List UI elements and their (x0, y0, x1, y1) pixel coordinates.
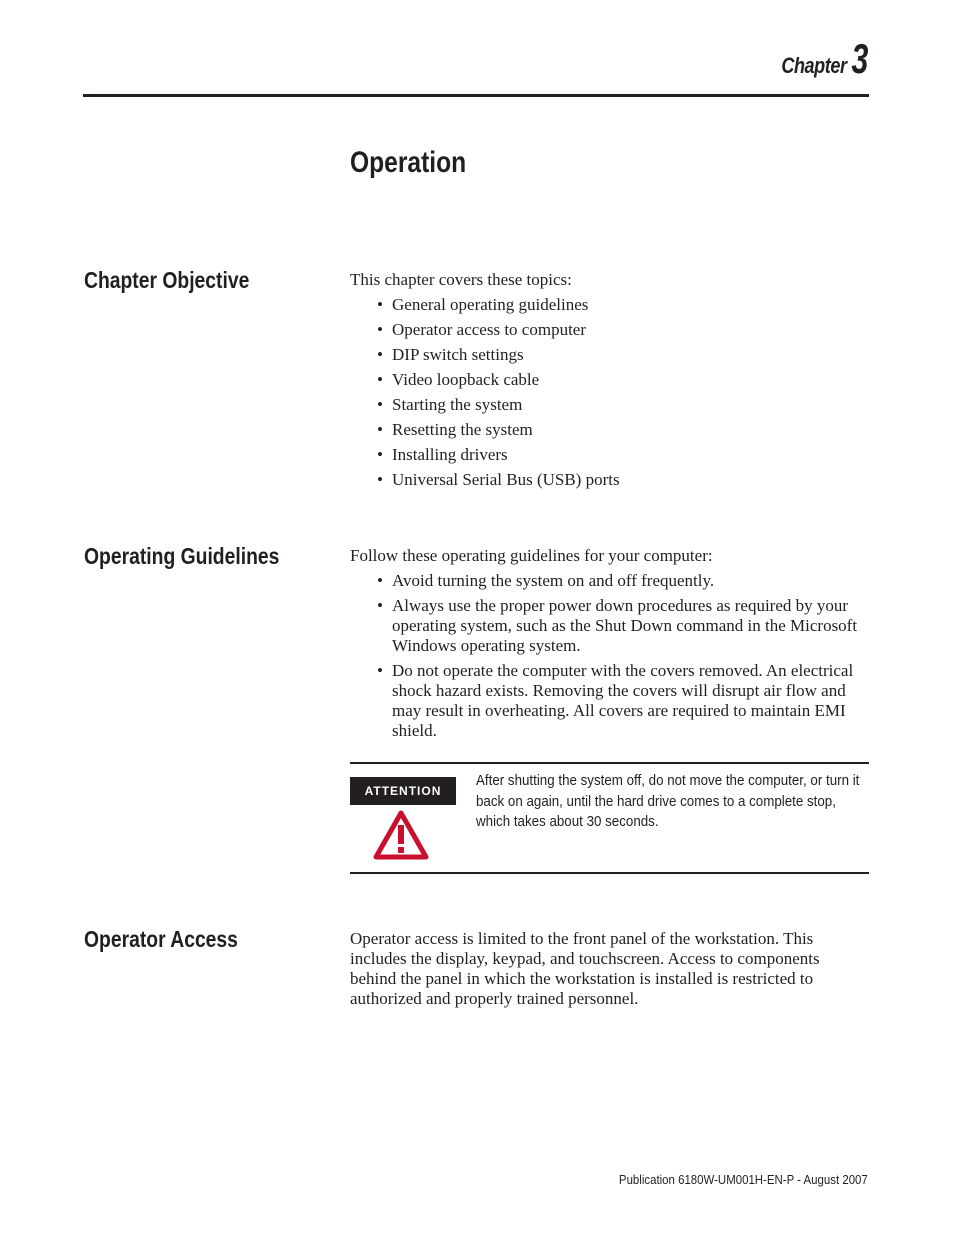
operator-access-text: Operator access is limited to the front panel of the workstation. This includes the display, keypad, and touchscreen. Access to components behind the panel in which the workstation is installed is restricted to authorized and properly trained personnel. (350, 929, 820, 1008)
guidelines-intro: Follow these operating guidelines for your computer: (350, 546, 713, 565)
guidelines-list (350, 571, 866, 741)
list-item: • Do not operate the computer with the covers removed. An electrical shock hazard exists. Removing the covers will disrupt air flow and may result in overheating. All covers are required to maintain EMI shield. (377, 661, 854, 740)
objective-topic-list (350, 295, 869, 490)
chapter-header (767, 35, 868, 82)
list-item: • Installing drivers (377, 445, 508, 464)
section-heading-operating-guidelines: Operating Guidelines (84, 543, 280, 569)
chapter-word: Chapter (781, 53, 847, 78)
attention-label: ATTENTION (350, 777, 456, 805)
list-item: • Resetting the system (377, 420, 533, 439)
section-heading-chapter-objective: Chapter Objective (84, 267, 250, 293)
operator-access-body (350, 929, 866, 1009)
objective-intro: This chapter covers these topics: (350, 270, 572, 289)
list-item: • Starting the system (377, 395, 523, 414)
chapter-number: 3 (851, 35, 868, 82)
section-heading-operator-access: Operator Access (84, 926, 238, 952)
list-item: • Avoid turning the system on and off frequently. (377, 571, 715, 590)
list-item: • Operator access to computer (377, 320, 586, 339)
list-item: • Video loopback cable (377, 370, 540, 389)
list-item: • Always use the proper power down procedures as required by your operating system, such as the Shut Down command in the Microsoft Windows operating system. (377, 596, 858, 655)
chapter-objective-body (350, 270, 869, 490)
header-rule (83, 94, 869, 97)
attention-rule-top (350, 762, 869, 764)
page-title: Operation (350, 146, 467, 179)
publication-footer: Publication 6180W-UM001H-EN-P - August 2007 (619, 1172, 868, 1187)
warning-triangle-icon (373, 810, 429, 860)
list-item: • Universal Serial Bus (USB) ports (377, 470, 620, 489)
operating-guidelines-body (350, 546, 866, 741)
list-item: • DIP switch settings (377, 345, 524, 364)
attention-rule-bottom (350, 872, 869, 874)
list-item: • General operating guidelines (377, 295, 589, 314)
attention-text: After shutting the system off, do not move the computer, or turn it back on again, until the hard drive comes to a complete stop, which takes about 30 seconds. (476, 772, 860, 830)
